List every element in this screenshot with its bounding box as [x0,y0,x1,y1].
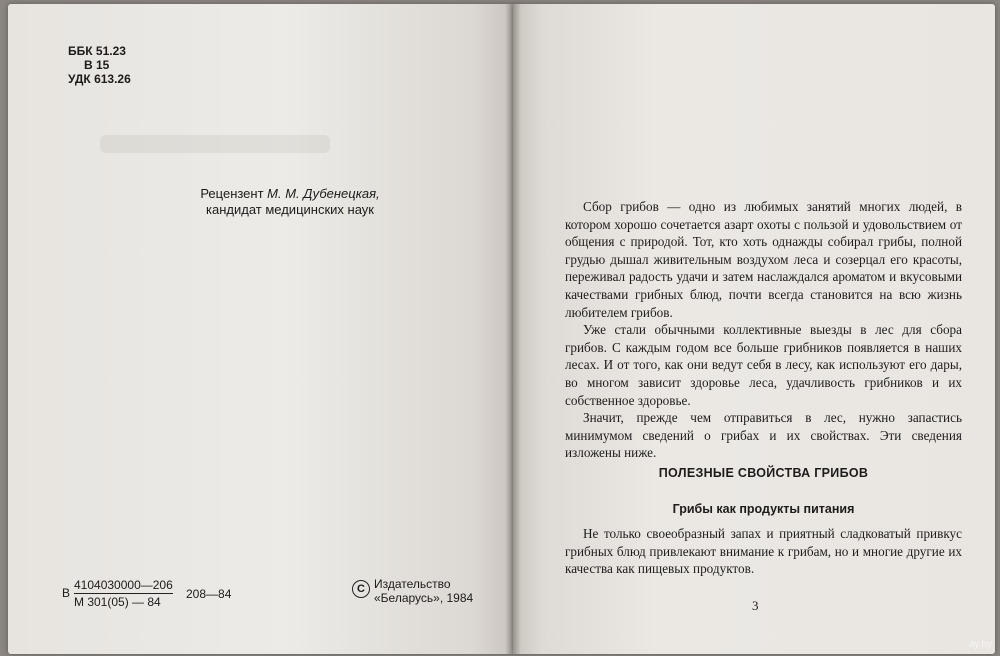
imprint-letter: В [62,586,71,600]
section-text [565,525,962,578]
reviewer-line [180,186,400,202]
publisher-label: Издательство [374,577,451,591]
watermark: ay.by [968,639,992,650]
publisher-name: «Беларусь», 1984 [374,591,474,605]
copyright-text [374,577,473,605]
reviewer-prefix: Рецензент [200,186,264,201]
reviewer-name: М. М. Дубенецкая, [267,186,380,201]
intro-paragraph-3: Значит, прежде чем отправиться в лес, нужно запастись минимумом сведений о грибах и их свойствах. Эти сведения изложены ниже. [565,410,962,461]
section-paragraph: Не только своеобразный запах и приятный сладковатый привкус грибных блюд привлекают внимание к грибам, но и многие другие их качества как пищевых продуктов. [565,526,962,577]
subsection-title: Грибы как продукты питания [672,502,855,516]
show-through-title [100,135,330,153]
author-mark: В 15 [84,58,110,72]
intro-text [565,198,962,462]
section-title: ПОЛЕЗНЫЕ СВОЙСТВА ГРИБОВ [658,466,869,480]
page-number: 3 [752,598,759,613]
intro-paragraph-2: Уже стали обычными коллективные выезды в лес для сбора грибов. С каждым годом все больше грибников появляется в наших лесах. И от того, как они ведут себя в лесу, как используют его дары, во многом зависит здоровье леса, удачливость грибников и их собственное здоровье. [565,322,962,408]
bbk-code: ББК 51.23 [68,44,126,58]
udk-code: УДК 613.26 [68,72,131,86]
imprint-numerator: 4104030000—206 [74,578,173,592]
book-gutter [505,4,521,654]
reviewer-block [180,186,400,218]
imprint-suffix: 208—84 [186,587,232,601]
intro-paragraph-1: Сбор грибов — одно из любимых занятий многих людей, в котором хорошо сочетается азарт охоты с пользой и удовольствием от общения с природой. Тот, кто хоть однажды собирал грибы, полной грудью дышал живительным воздухом леса и созерцал его красоты, переживал радость удачи и затем наслаждался ароматом и вкусовыми качествами грибных блюд, почти всегда становится на всю жизнь любителем грибов. [565,199,962,320]
imprint-fraction-parts [74,578,173,609]
left-page [8,4,513,654]
imprint-denominator: М 301(05) — 84 [74,595,161,609]
classification-codes [68,44,131,86]
reviewer-title: кандидат медицинских наук [206,202,374,217]
copyright-icon: C [352,580,370,598]
